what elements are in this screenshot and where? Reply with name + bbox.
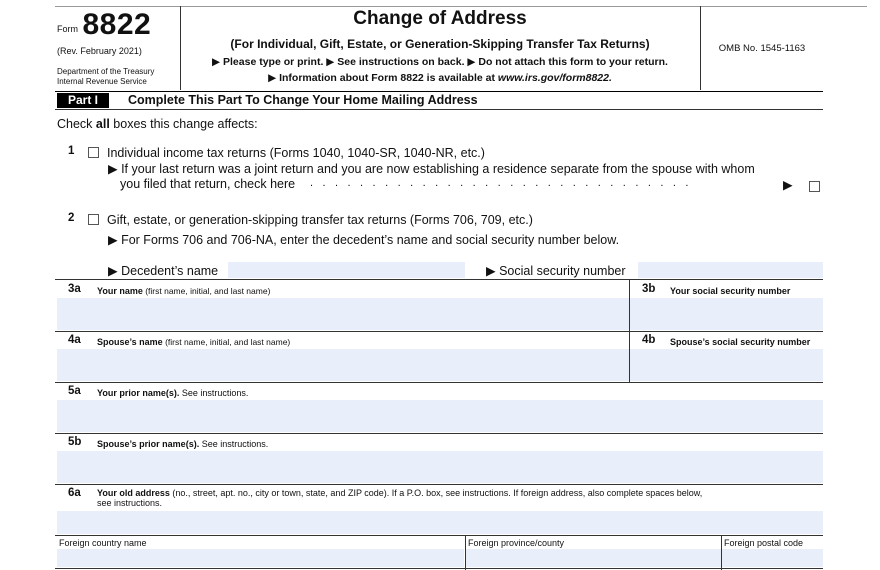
your-prior-names-input[interactable] [57,400,823,432]
line5b-label-bold: Spouse’s prior name(s). [97,439,200,449]
line4a-label-rest: (first name, initial, and last name) [162,337,291,347]
line3a-label-rest: (first name, initial, and last name) [142,286,271,296]
line4-top-rule [55,331,823,332]
line5a-label [97,388,248,398]
line5b-number: 5b [68,436,82,448]
part1-top-rule [55,91,823,92]
part1-badge: Part I [57,93,109,108]
line1-check-here-text: you filed that return, check here [120,177,296,191]
line3a-label [97,286,270,296]
line5b-label-rest: See instructions. [199,439,269,449]
line2-checkbox[interactable] [88,214,99,225]
line4b-label: Spouse’s social security number [670,337,811,347]
omb-number: OMB No. 1545-1163 [718,43,806,54]
line1-joint-return-text: ▶ If your last return was a joint return and you are now establishing a residence separate from the spouse with whom [108,162,755,176]
form-identifier [57,8,151,42]
top-border [55,6,867,7]
spouse-name-input[interactable] [57,349,629,381]
info-prefix: ▶ Information about Form 8822 is available at [268,72,498,84]
old-address-input[interactable] [57,511,823,534]
line4a-label [97,337,290,347]
line5a-number: 5a [68,385,81,397]
form-number: 8822 [82,8,152,41]
form-url-link[interactable]: www.irs.gov/form8822. [497,72,612,84]
line1-label: Individual income tax returns (Forms 1040, 1040-SR, 1040-NR, etc.) [107,146,485,160]
header-right-divider [700,6,701,90]
decedent-name-label: ▶ Decedent’s name [108,264,219,278]
part1-bottom-rule [55,109,823,110]
line1-arrow: ▶ [783,178,793,192]
header-instructions: ▶ Please type or print. ▶ See instructions on back. ▶ Do not attach this form to your return. [212,56,668,68]
foreign-country-label: Foreign country name [59,538,147,548]
line3a-number: 3a [68,283,81,295]
form-subtitle: (For Individual, Gift, Estate, or Generation-Skipping Transfer Tax Returns) [230,37,650,51]
line1-number: 1 [68,145,75,157]
check-all-bold: all [95,117,110,131]
foreign-bottom-rule [55,568,823,569]
line6a-label [97,488,702,498]
line5b-top-rule [55,433,823,434]
your-ssn-input[interactable] [630,298,823,330]
line5a-top-rule [55,382,823,383]
check-all-suffix: boxes this change affects: [109,117,258,131]
line6a-number: 6a [68,487,81,499]
line2-label: Gift, estate, or generation-skipping transfer tax returns (Forms 706, 709, etc.) [107,213,533,227]
form-title: Change of Address [353,8,527,29]
line2-decedent-instruction: ▶ For Forms 706 and 706-NA, enter the decedent’s name and social security number below. [108,233,620,247]
check-all-instruction [57,117,258,131]
line5a-label-bold: Your prior name(s). [97,388,180,398]
line4a-label-bold: Spouse’s name [97,337,163,347]
line4a-number: 4a [68,334,81,346]
line1-checkbox[interactable] [88,147,99,158]
line1-leader-dots: . . . . . . . . . . . . . . . . . . . . . . . . . . . . . . . [310,177,692,189]
decedent-ssn-label: ▶ Social security number [486,264,626,278]
foreign-province-input[interactable] [466,549,721,567]
line3a-label-bold: Your name [97,286,143,296]
line3-top-rule [55,279,823,280]
line3b-label: Your social security number [670,286,791,296]
decedent-name-input[interactable] [228,262,465,278]
line6a-label-rest: (no., street, apt. no., city or town, state, and ZIP code). If a P.O. box, see instructions. If foreign address, also complete spaces below, [169,488,703,498]
department-line2: Internal Revenue Service [57,77,147,86]
spouse-prior-names-input[interactable] [57,451,823,483]
line6a-label-bold: Your old address [97,488,170,498]
line2-number: 2 [68,212,75,224]
check-all-prefix: Check [57,117,96,131]
foreign-postal-label: Foreign postal code [724,538,804,548]
header-left-divider [180,6,181,90]
your-name-input[interactable] [57,298,629,330]
form-word: Form [57,24,78,34]
line3b-number: 3b [642,283,656,295]
line5b-label [97,439,268,449]
part1-title: Complete This Part To Change Your Home Mailing Address [128,93,478,107]
line1-joint-checkbox[interactable] [809,181,820,192]
foreign-province-label: Foreign province/county [468,538,565,548]
spouse-ssn-input[interactable] [630,349,823,381]
line6a-top-rule [55,484,823,485]
foreign-top-rule [55,535,823,536]
decedent-ssn-input[interactable] [638,262,823,278]
foreign-postal-input[interactable] [722,549,823,567]
line4b-number: 4b [642,334,656,346]
department-line1: Department of the Treasury [57,67,155,76]
foreign-country-input[interactable] [57,549,464,567]
header-info-line [182,72,698,84]
line5a-label-rest: See instructions. [179,388,249,398]
line6a-label-line2: see instructions. [97,498,163,508]
revision-date: (Rev. February 2021) [57,46,142,56]
